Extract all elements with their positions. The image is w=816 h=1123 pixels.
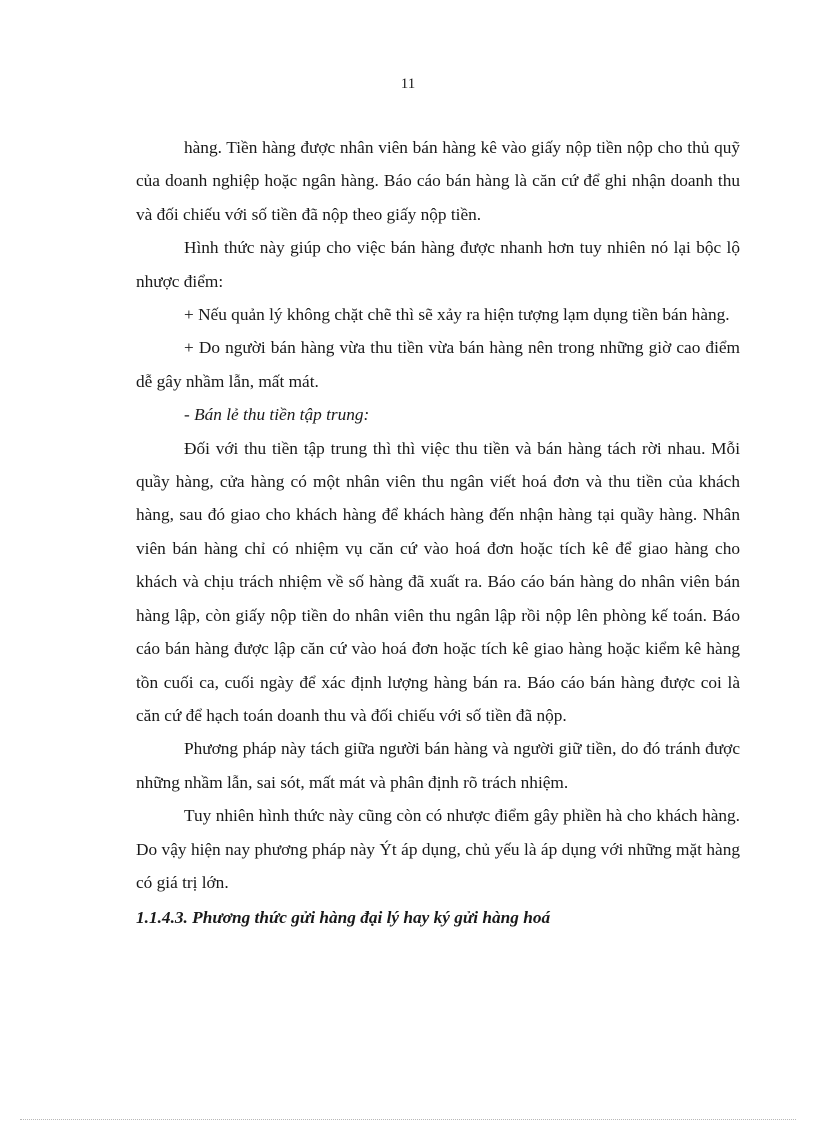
paragraph-centralized-payment: Đối với thu tiền tập trung thì thì việc thu tiền và bán hàng tách rời nhau. Mỗi quầy hàng, cửa hàng có một nhân viên thu ngân viết hoá đơn và thu tiền của khách hàng, sau đó giao cho khách hàng để khách hàng đến nhận hàng tại quầy hàng. Nhân viên bán hàng chỉ có nhiệm vụ căn cứ vào hoá đơn hoặc tích kê để giao hàng cho khách và chịu trách nhiệm về số hàng đã xuất ra. Báo cáo bán hàng do nhân viên bán hàng lập, còn giấy nộp tiền do nhân viên thu ngân lập rồi nộp lên phòng kế toán. Báo cáo bán hàng được lập căn cứ vào hoá đơn hoặc tích kê giao hàng hoặc kiểm kê hàng tồn cuối ca, cuối ngày để xác định lượng hàng bán ra. Báo cáo bán hàng được coi là căn cứ để hạch toán doanh thu và đối chiếu với số tiền đã nộp. — [136, 438, 740, 725]
page-number: 11 — [400, 76, 416, 92]
subheading-centralized-payment: - Bán lẻ thu tiền tập trung: — [184, 405, 370, 425]
paragraph-advantage-intro: Hình thức này giúp cho việc bán hàng được nhanh hơn tuy nhiên nó lại bộc lộ nhược điểm: — [136, 238, 740, 291]
paragraph-drawback-confusion: + Do người bán hàng vừa thu tiền vừa bán hàng nên trong những giờ cao điểm dễ gây nhầm lẫn, mất mát. — [136, 338, 740, 391]
paragraph-separation: Phương pháp này tách giữa người bán hàng và người giữ tiền, do đó tránh được những nhầm lẫn, sai sót, mất mát và phân định rõ trách nhiệm. — [136, 739, 740, 792]
section-heading: 1.1.4.3. Phương thức gửi hàng đại lý hay ký gửi hàng hoá — [136, 908, 551, 928]
paragraph-disadvantage: Tuy nhiên hình thức này cũng còn có nhược điểm gây phiền hà cho khách hàng. Do vậy hiện nay phương pháp này Ýt áp dụng, chủ yếu là áp dụng với những mặt hàng có giá trị lớn. — [136, 806, 740, 892]
document-body — [136, 131, 740, 935]
paragraph-drawback-misuse: + Nếu quản lý không chặt chẽ thì sẽ xảy ra hiện tượng lạm dụng tiền bán hàng. — [184, 305, 730, 325]
page-bottom-divider — [20, 1119, 796, 1120]
paragraph-sales-report: hàng. Tiền hàng được nhân viên bán hàng kê vào giấy nộp tiền nộp cho thủ quỹ của doanh nghiệp hoặc ngân hàng. Báo cáo bán hàng là căn cứ để ghi nhận doanh thu và đối chiếu với số tiền đã nộp theo giấy nộp tiền. — [136, 138, 740, 224]
